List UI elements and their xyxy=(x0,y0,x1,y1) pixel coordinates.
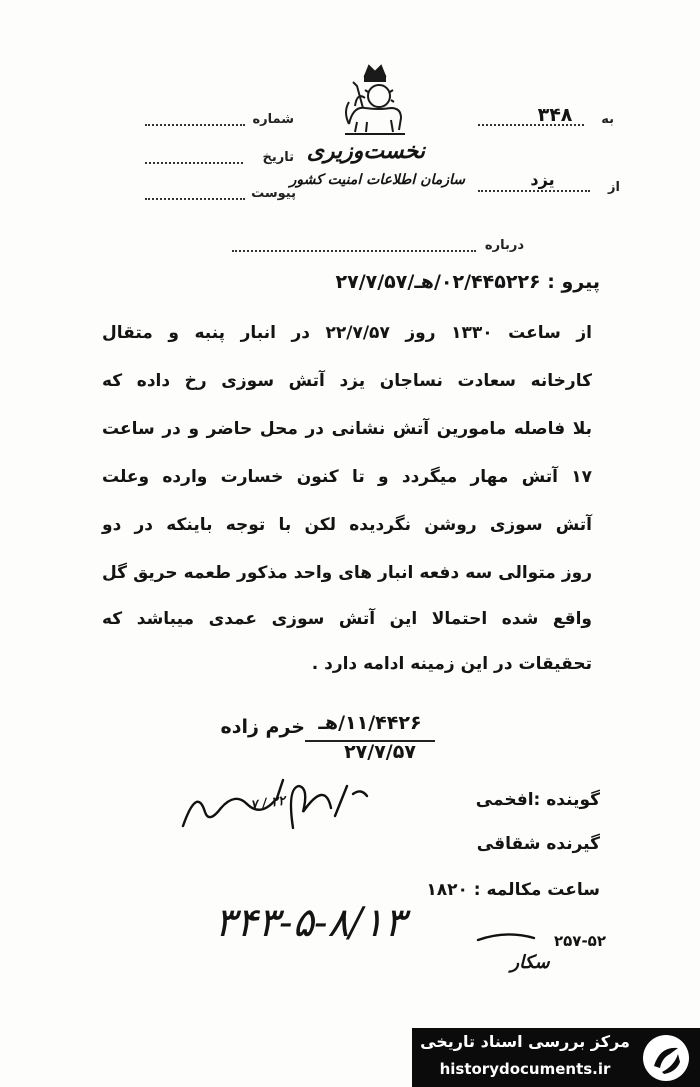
receiver-line: گیرنده شقاقی xyxy=(476,834,600,854)
number-prefix: به xyxy=(601,112,614,127)
subject-label: درباره xyxy=(484,238,524,253)
signoff-ref-number: ۱۱/۴۴۲۶/هـ xyxy=(318,712,422,734)
body-line-3: بلا فاصله مامورین آتش نشانی در محل حاضر و در ساعت xyxy=(102,419,592,439)
body-line-8: تحقیقات در این زمینه ادامه دارد . xyxy=(311,654,592,674)
signoff-date: ۲۷/۷/۵۷ xyxy=(344,741,416,763)
watermark-line1: مرکز بررسی اسناد تاریخی xyxy=(420,1032,630,1051)
number-label: شماره xyxy=(252,112,294,127)
subject-dotted-line xyxy=(232,250,476,252)
signoff-name: خرم زاده xyxy=(220,716,305,738)
watermark-logo-icon xyxy=(640,1032,692,1084)
attachment-label: پیوست xyxy=(251,186,296,201)
number-dotted-line xyxy=(145,124,245,126)
watermark-line2: historydocuments.ir xyxy=(439,1060,611,1078)
body-line-2: کارخانه سعادت نساجان یزد آتش سوزی رخ داده که xyxy=(102,371,592,391)
lion-and-sun-crown-icon xyxy=(335,62,415,138)
from-prefix: از xyxy=(608,180,620,195)
watermark-banner xyxy=(412,1028,700,1087)
number-value: ۳۴۸ xyxy=(537,104,573,126)
to-dotted-line xyxy=(478,124,584,126)
body-line-7: واقع شده احتمالا این آتش سوزی عمدی میباشد که xyxy=(102,609,592,629)
date-dotted-line xyxy=(145,162,243,164)
call-time-line: ساعت مکالمه : ۱۸۲۰ xyxy=(426,880,600,900)
body-line-6: روز متوالی سه دفعه انبار های واحد مذکور طعمه حریق گل xyxy=(102,563,592,583)
handwritten-dash-stroke xyxy=(476,920,536,950)
handwritten-note: سکار xyxy=(510,952,550,973)
reference-line: پیرو : ۰۲/۴۴۵۲۲۶/هـ/۲۷/۷/۵۷ xyxy=(335,271,600,293)
from-dotted-line xyxy=(478,190,590,192)
speaker-line: گوینده :افخمی xyxy=(475,790,600,810)
handwritten-archive-number: ۳۴۳-۵-۸/۱۳ xyxy=(214,900,406,946)
from-value: یزد xyxy=(530,170,555,189)
attachment-dotted-line xyxy=(145,198,245,200)
signature-date-note: ۲۲ / ۷ xyxy=(249,793,287,814)
body-line-4: ۱۷ آتش مهار میگردد و تا کنون خسارت وارده وعلت xyxy=(102,467,592,487)
body-line-5: آتش سوزی روشن نگردیده لکن با توجه باینکه در دو xyxy=(102,515,592,535)
date-label: تاریخ xyxy=(262,150,294,165)
org-title: نخست‌وزیری xyxy=(306,138,425,164)
body-line-1: از ساعت ۱۳۳۰ روز ۲۲/۷/۵۷ در انبار پنبه و متقال xyxy=(102,323,592,343)
file-code: ۲۵۷-۵۲ xyxy=(553,932,606,950)
org-subtitle: سازمان اطلاعات امنیت کشور xyxy=(289,172,465,188)
